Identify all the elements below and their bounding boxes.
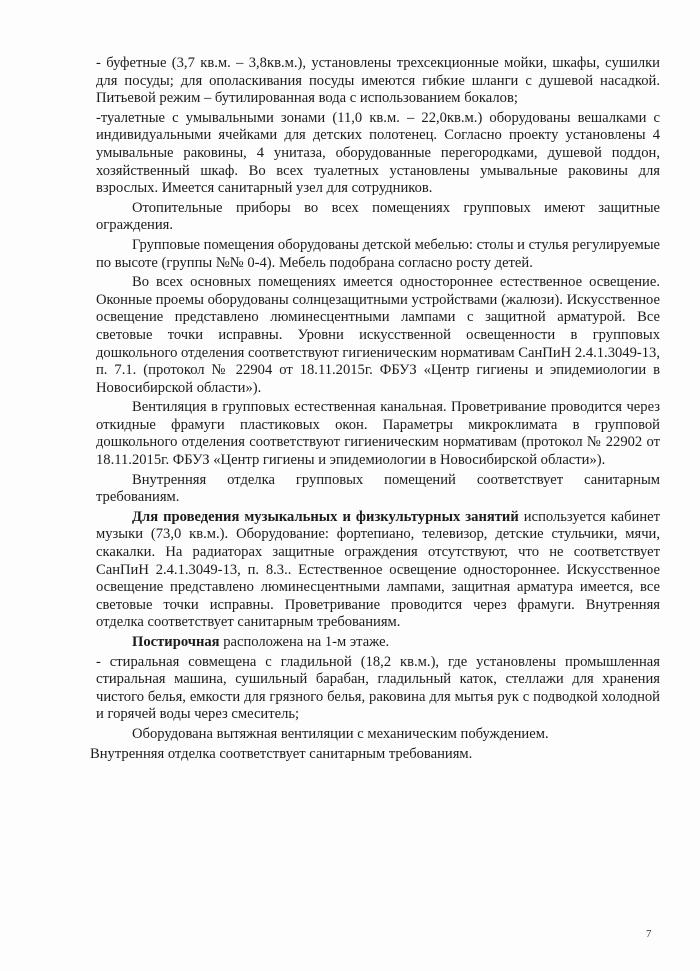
paragraph-text: -туалетные с умывальными зонами (11,0 кв.м. – 22,0кв.м.) оборудованы вешалками с индивидуальными ячейками для детских полотенец. Согласно проекту установлены 4 умывальные раковины, 4 унитаза, оборудованные перегородками, душевой поддон, хозяйственный шкаф. Во всех туалетных установлены умывальные раковины для взрослых. Имеется санитарный узел для сотрудников. [96,109,660,197]
paragraph-toilet-rooms [96,110,660,198]
paragraph-text: Внутренняя отделка соответствует санитарным требованиям. [90,745,473,762]
paragraph-text: - стиральная совмещена с гладильной (18,2 кв.м.), где установлены промышленная стиральная машина, сушильный барабан, гладильный каток, стеллажи для хранения чистого белья, емкости для грязного белья, раковина для мытья рук с подводкой холодной и горячей воды через смеситель; [96,653,660,723]
paragraph-text: Оборудована вытяжная вентиляции с механическим побуждением. [132,725,549,742]
paragraph-furniture [96,237,660,272]
paragraph-bold-lead: Для проведения музыкальных и физкультурных занятий [132,508,519,525]
paragraph-text: - буфетные (3,7 кв.м. – 3,8кв.м.), установлены трехсекционные мойки, шкафы, сушилки для посуды; для ополаскивания посуды имеются гибкие шланги с душевой насадкой. Питьевой режим – бутилированная вода с использованием бокалов; [96,55,660,107]
paragraph-interior [96,472,660,507]
paragraph-buffet-rooms [96,55,660,108]
paragraph-text: Во всех основных помещениях имеется одностороннее естественное освещение. Оконные проемы оборудованы солнцезащитными устройствами (жалюзи). Искусственное освещение представлено люминесцентными лампами с защитной арматурой. Все световые точки исправны. Уровни искусственной освещенности в групповых дошкольного отделения соответствуют гигиеническим нормативам СанПиН 2.4.1.3049-13, п. 7.1. (протокол № 22904 от 18.11.2015г. ФБУЗ «Центр гигиены и эпидемиологии в Новосибирской области»). [96,274,660,396]
page-number: 7 [646,928,652,940]
paragraph-text: Групповые помещения оборудованы детской мебелью: столы и стулья регулируемые по высоте (группы №№ 0-4). Мебель подобрана согласно росту детей. [96,236,660,271]
paragraph-bold-lead: Постирочная [132,634,220,650]
paragraph-laundry [96,634,660,652]
paragraph-heating [96,200,660,235]
paragraph-ventilation [96,399,660,469]
paragraph-text: Вентиляция в групповых естественная канальная. Проветривание проводится через откидные фрамуги пластиковых окон. Параметры микроклимата в групповой дошкольного отделения соответствуют гигиеническим нормативам (протокол № 22902 от 18.11.2015г. ФБУЗ «Центр гигиены и эпидемиологии в Новосибирской области»). [96,399,660,469]
paragraph-exhaust-ventilation [96,726,660,744]
document-body [90,55,660,765]
paragraph-text: используется кабинет музыки (73,0 кв.м.). Оборудование: фортепиано, телевизор, детские стульчики, мячи, скакалки. На радиаторах защитные ограждения отсутствуют, что не соответствует СанПиН 2.4.1.3049-13, п. 8.3.. Естественное освещение одностороннее. Искусственное освещение представлено люминесцентными лампами, защитная арматура имеется, все световые точки исправны. Проветривание проводится через фрамуги. Внутренняя отделка соответствует санитарным требованиям. [96,508,660,631]
paragraph-music-room [96,509,660,632]
paragraph-washing-room [96,654,660,724]
paragraph-text: Отопительные приборы во всех помещениях групповых имеют защитные ограждения. [96,199,660,234]
paragraph-lighting [96,274,660,397]
paragraph-laundry-interior [90,746,660,764]
paragraph-text: расположена на 1-м этаже. [219,634,390,650]
paragraph-text: Внутренняя отделка групповых помещений соответствует санитарным требованиям. [96,471,660,506]
